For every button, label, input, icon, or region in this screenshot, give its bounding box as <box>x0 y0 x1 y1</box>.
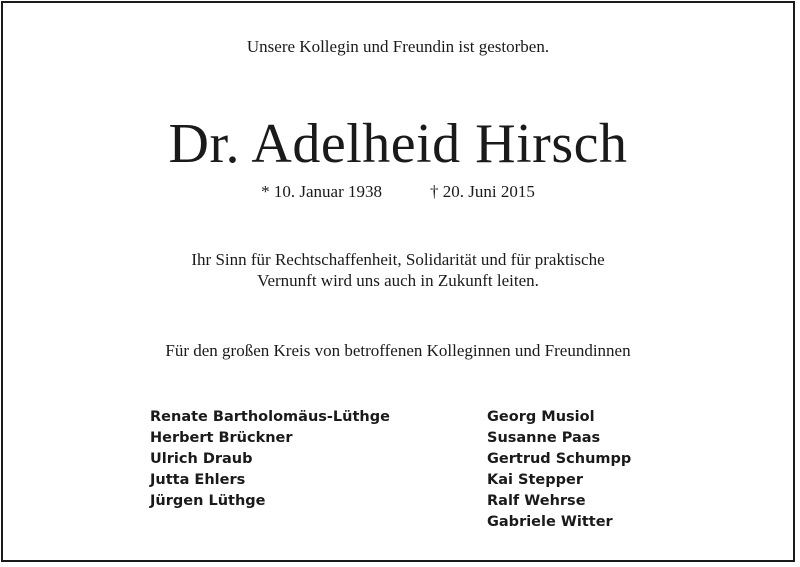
signatory-name: Susanne Paas <box>487 430 601 446</box>
signatory-list-left <box>150 407 390 512</box>
tribute-line-1: Ihr Sinn für Rechtschaffenheit, Solidarität und für praktische <box>191 250 605 269</box>
signatory-name: Ulrich Draub <box>150 451 253 467</box>
tribute-line-2: Vernunft wird uns auch in Zukunft leiten. <box>257 271 539 290</box>
signatory-name: Renate Bartholomäus-Lüthge <box>150 409 390 425</box>
signatory-name: Gertrud Schumpp <box>487 451 632 467</box>
signatory-name: Herbert Brückner <box>150 430 293 446</box>
birth-date: * 10. Januar 1938 <box>261 182 383 201</box>
tribute-text <box>3 249 793 291</box>
signatory-name: Ralf Wehrse <box>487 493 586 509</box>
signatory-name: Jürgen Lüthge <box>150 493 266 509</box>
signatory-list-right <box>487 407 631 533</box>
intro-text: Unsere Kollegin und Freundin ist gestorben. <box>246 37 550 56</box>
life-dates <box>3 181 793 203</box>
signatory-intro: Für den großen Kreis von betroffenen Kolleginnen und Freundinnen <box>165 341 631 360</box>
death-date: † 20. Juni 2015 <box>430 182 535 201</box>
signatory-name: Kai Stepper <box>487 472 583 488</box>
signatory-name: Georg Musiol <box>487 409 595 425</box>
obituary-notice <box>1 1 795 562</box>
signatory-name: Gabriele Witter <box>487 514 613 530</box>
deceased-name: Dr. Adelheid Hirsch <box>168 113 628 175</box>
signatory-name: Jutta Ehlers <box>150 472 246 488</box>
